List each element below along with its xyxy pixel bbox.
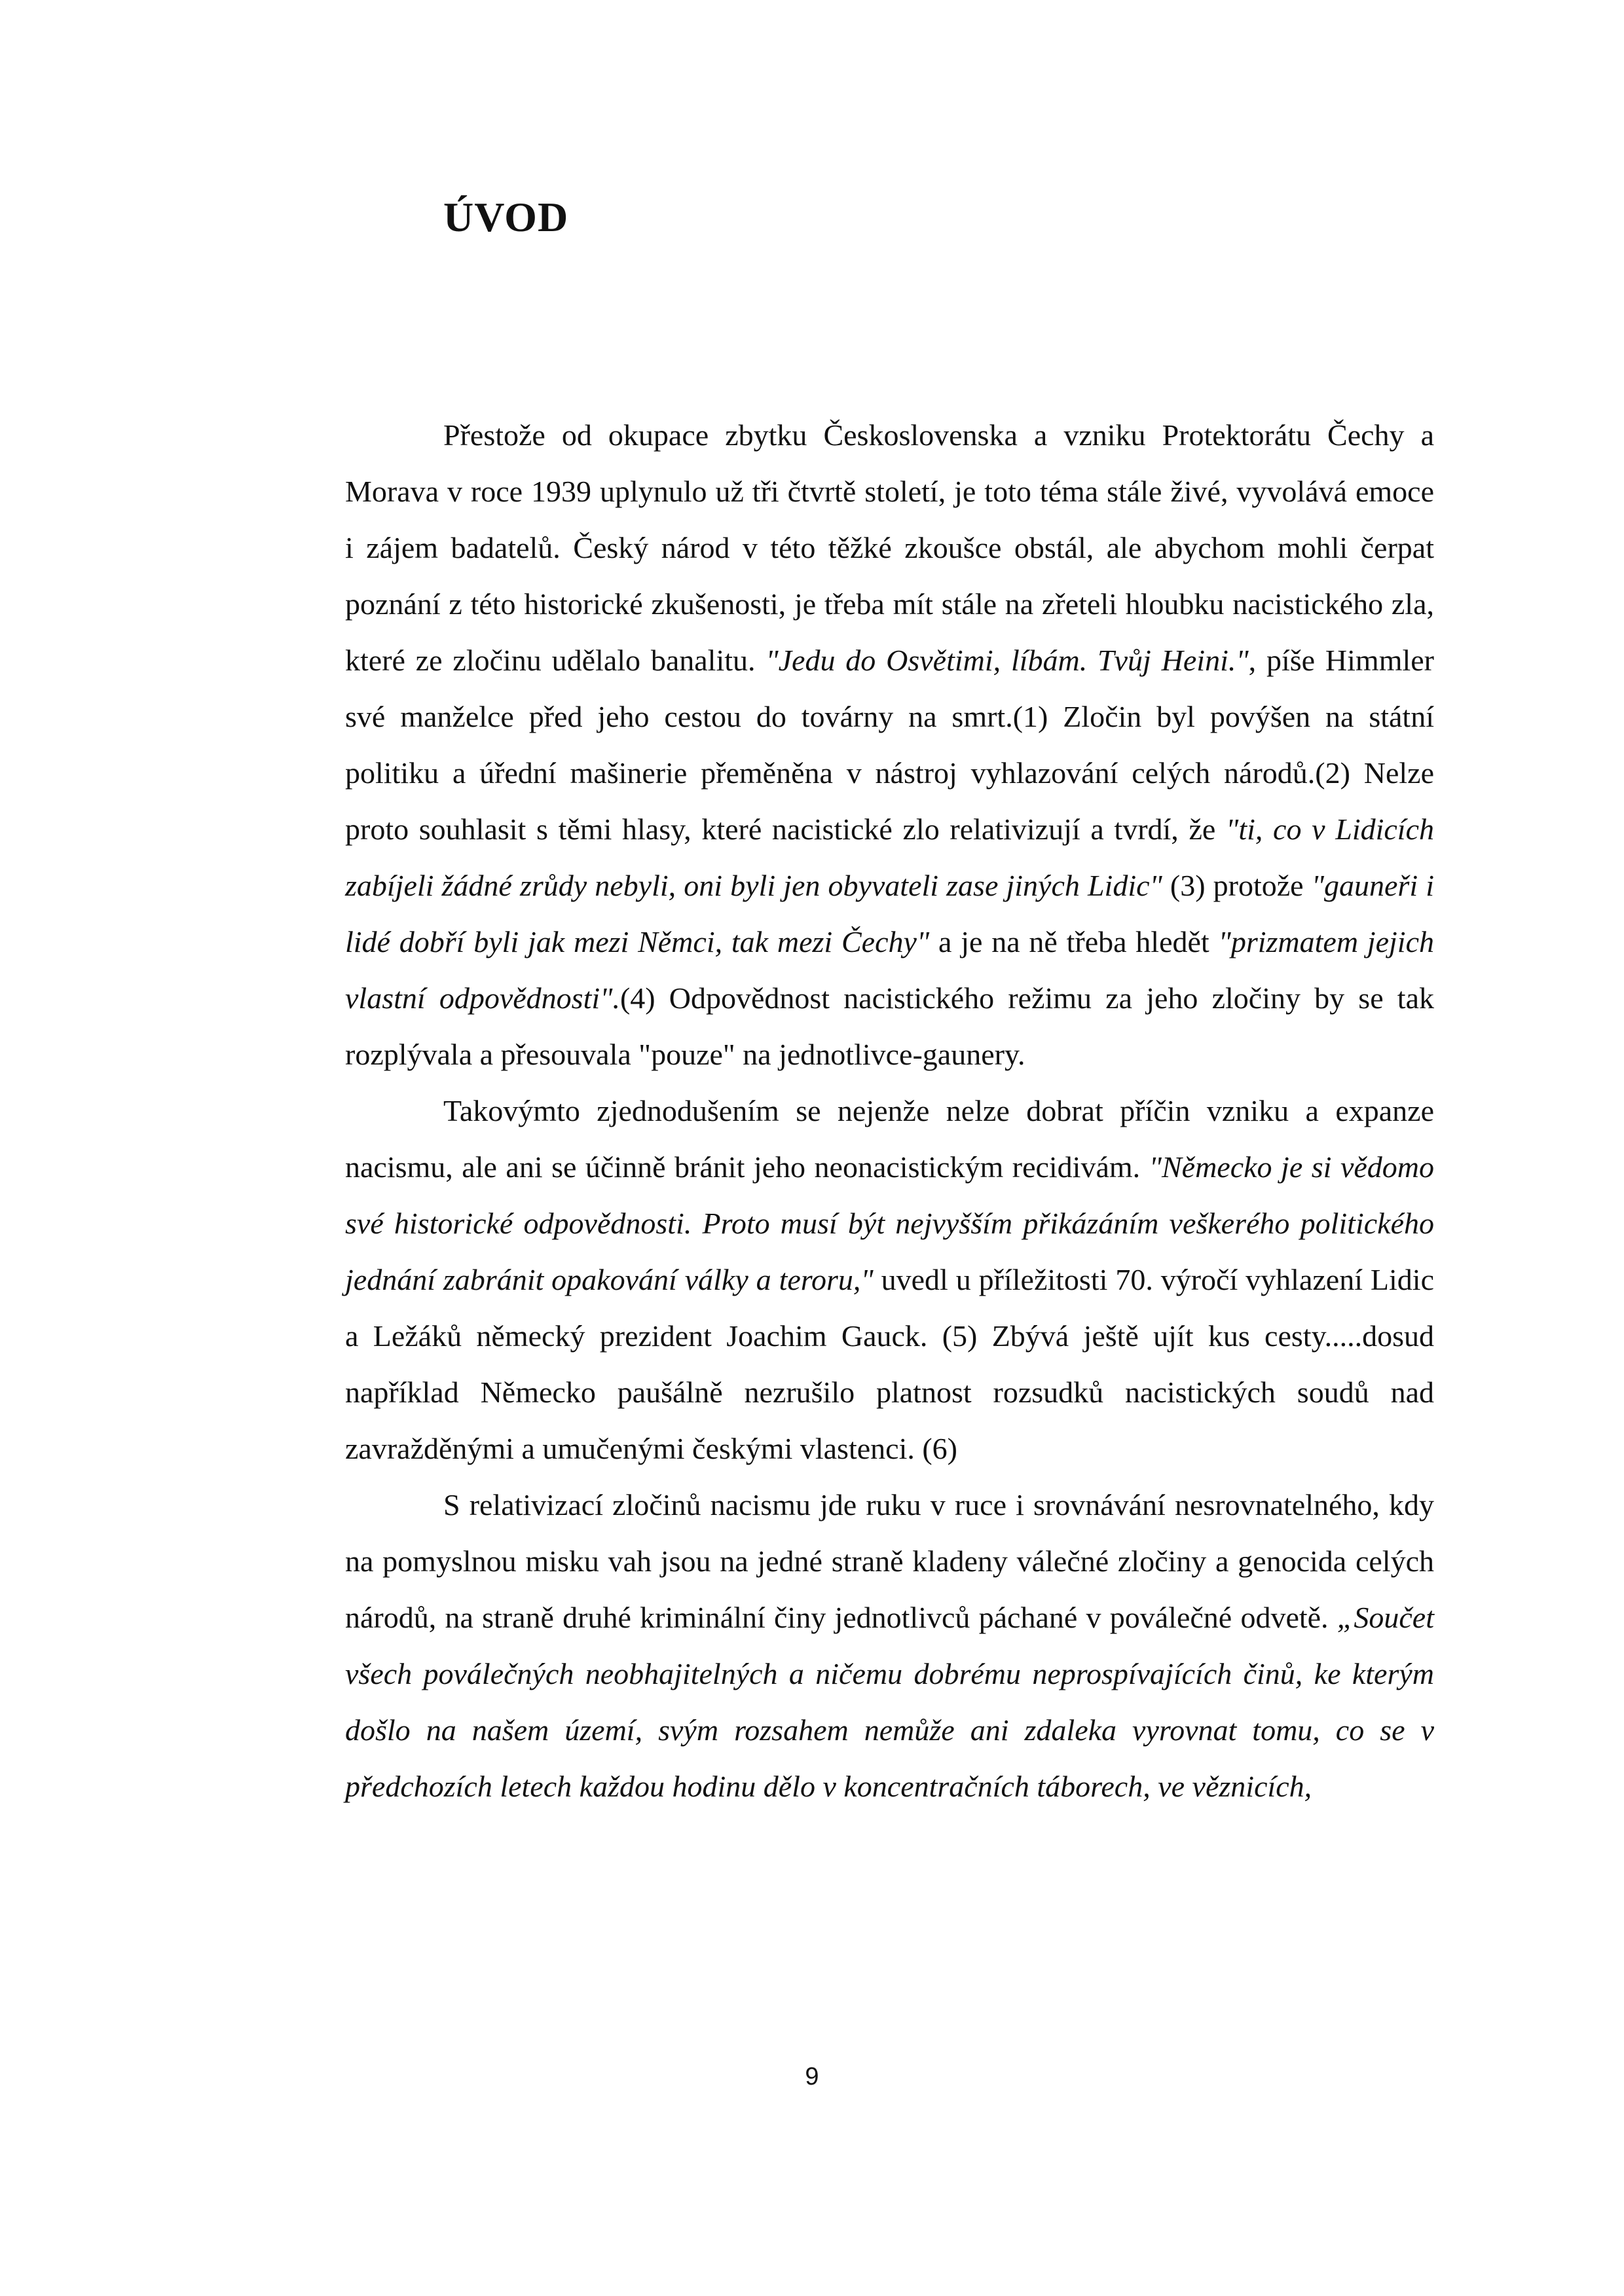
quote-segment: "prizmatem jejich vlastní odpovědnosti". — [345, 925, 1434, 1015]
quote-segment: "gauneři i lidé dobří byli jak mezi Němci, tak mezi Čechy" — [345, 869, 1434, 958]
text-segment: a je na ně třeba hledět — [929, 925, 1219, 958]
text-segment: uvedl u příležitosti 70. výročí vyhlazení Lidic a Ležáků německý prezident Joachim Gauck. (5) Zbývá ještě ujít kus cesty.....dosud například Německo paušálně nezrušilo platnost rozsudků nacistických soudů nad zavražděnými a umučenými českými vlastenci. (6) — [345, 1263, 1434, 1465]
quote-segment: "Jedu do Osvětimi, líbám. Tvůj Heini." — [766, 644, 1249, 677]
text-segment: (3) protože — [1162, 869, 1312, 902]
quote-segment: "Německo je si vědomo své historické odpovědnosti. Proto musí být nejvyšším přikázáním veškerého politického jednání zabránit opakování války a teroru," — [345, 1150, 1434, 1296]
paragraph-3 — [345, 1477, 1434, 1815]
text-segment: (4) Odpovědnost nacistického režimu za jeho zločiny by se tak rozplývala a přesouvala "pouze" na jednotlivce-gaunery. — [345, 981, 1434, 1071]
page-number: 9 — [805, 2063, 819, 2090]
quote-segment: „Součet všech poválečných neobhajitelných a ničemu dobrému neprospívajících činů, ke kterým došlo na našem území, svým rozsahem nemůže ani zdaleka vyrovnat tomu, co se v předchozích letech každou hodinu dělo v koncentračních táborech, ve věznicích, — [345, 1601, 1434, 1803]
paragraph-2 — [345, 1083, 1434, 1477]
text-segment: , píše Himmler své manželce před jeho cestou do továrny na smrt.(1) Zločin byl povýšen na státní politiku a úřední mašinerie přeměněna v nástroj vyhlazování celých národů.(2) Nelze proto souhlasit s těmi hlasy, které nacistické zlo relativizují a tvrdí, že — [345, 644, 1434, 846]
text-segment: Takovýmto zjednodušením se nejenže nelze dobrat příčin vzniku a expanze nacismu, ale ani se účinně bránit jeho neonacistickým recidivám. — [345, 1094, 1434, 1184]
text-segment: Přestože od okupace zbytku Československa a vzniku Protektorátu Čechy a Morava v roce 1939 uplynulo už tři čtvrtě století, je toto téma stále živé, vyvolává emoce i zájem badatelů. Český národ v této těžké zkoušce obstál, ale abychom mohli čerpat poznání z této historické zkušenosti, je třeba mít stále na zřeteli hloubku nacistického zla, které ze zločinu udělalo banalitu. — [345, 418, 1434, 677]
chapter-heading: ÚVOD — [443, 194, 569, 240]
body-text — [345, 407, 1434, 1815]
paragraph-1 — [345, 407, 1434, 1083]
quote-segment: "ti, co v Lidicích zabíjeli žádné zrůdy nebyli, oni byli jen obyvateli zase jiných Lidic" — [345, 812, 1435, 902]
text-segment: S relativizací zločinů nacismu jde ruku v ruce i srovnávání nesrovnatelného, kdy na pomyslnou misku vah jsou na jedné straně kladeny válečné zločiny a genocida celých národů, na straně druhé kriminální činy jednotlivců páchané v poválečné odvetě. — [345, 1488, 1434, 1634]
